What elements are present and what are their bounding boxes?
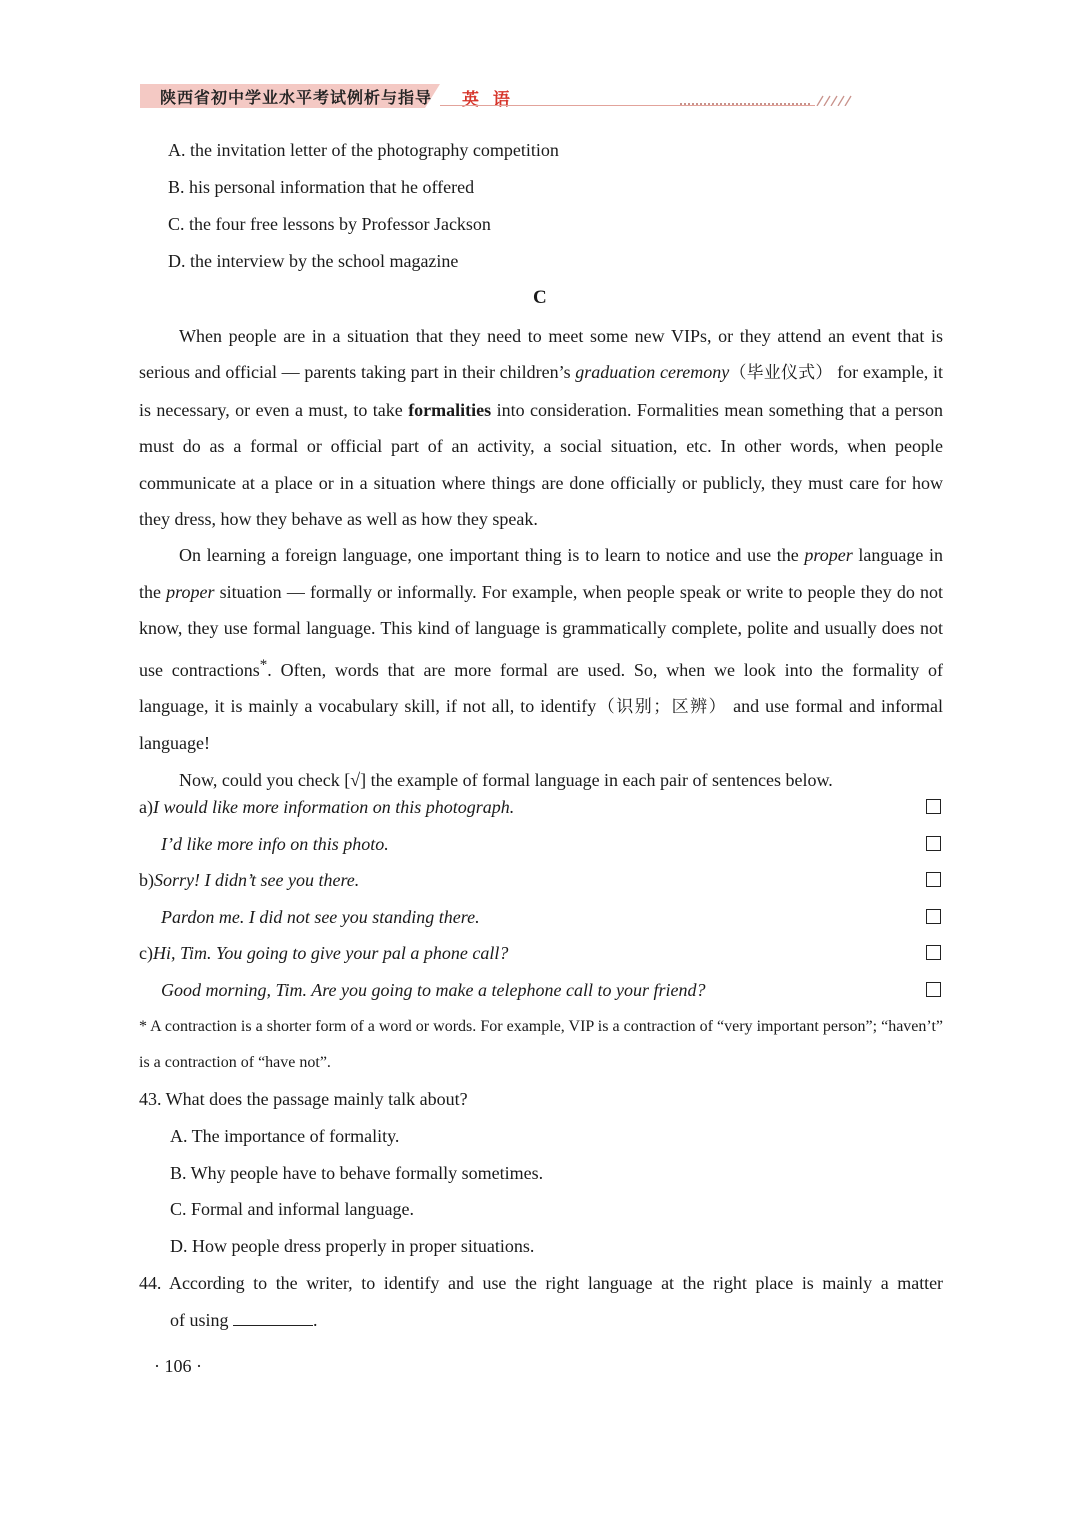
page-number: · 106 ·	[154, 1356, 202, 1376]
p2-gloss: （识别；区辨）	[596, 697, 728, 718]
q43-option-c: C. Formal and informal language.	[170, 1199, 414, 1219]
q43-option-b: B. Why people have to behave formally sometimes.	[170, 1163, 544, 1183]
prev-option-c: C. the four free lessons by Professor Jackson	[168, 214, 491, 234]
pair-b-first	[139, 870, 359, 891]
checkbox-b-first[interactable]	[926, 872, 941, 887]
paragraph-2	[139, 537, 943, 761]
prev-option-b: B. his personal information that he offered	[168, 177, 475, 197]
pair-b-first-text: Sorry! I didn’t see you there.	[154, 870, 360, 890]
p2-text-c: situation — formally or informally. For example, when people speak or write to people they do not know, they use formal language. This kind of language is grammatically complete, polite and usually does not use contractions	[139, 581, 943, 680]
q44-stem: 44. According to the writer, to identify and use the right language at the right place is mainly a matter	[139, 1273, 943, 1293]
pair-c-first	[139, 943, 508, 964]
pair-c-first-text: Hi, Tim. You going to give your pal a phone call?	[152, 943, 509, 963]
paragraph-1	[139, 318, 943, 537]
p1-bold: formalities	[408, 399, 492, 420]
prev-option-a: A. the invitation letter of the photography competition	[168, 140, 559, 160]
pair-c-label: c)	[139, 943, 153, 963]
checkbox-c-second[interactable]	[926, 982, 941, 997]
p2-text-d: . Often, words that are more formal are used. So, when we look into the formality of language, it is mainly a vocabulary skill, if not all, to identify	[139, 659, 943, 717]
checkbox-c-first[interactable]	[926, 945, 941, 960]
p2-text-e: and use formal and informal language!	[139, 696, 944, 754]
subject-label: 英 语	[462, 90, 514, 110]
pair-c-second: Good morning, Tim. Are you going to make a telephone call to your friend?	[161, 980, 706, 1000]
pair-a-first	[139, 797, 514, 818]
checkbox-a-first[interactable]	[926, 799, 941, 814]
header-hatch-decoration	[815, 94, 855, 106]
header-dotted-rule	[680, 103, 810, 105]
p1-text-c: into consideration. Formalities mean something that a person must do as a formal or official part of an activity, a social situation, etc. In other words, when people communicate at a place or in a situation where things are done officially or publicly, they must care for how they dress, how they behave as well as how they speak.	[139, 399, 943, 530]
q43-stem: 43. What does the passage mainly talk about?	[139, 1089, 468, 1109]
paragraph-3: Now, could you check [√] the example of formal language in each pair of sentences below.	[179, 769, 833, 790]
p2-text-b: language in the	[139, 545, 943, 602]
p2-text-a: On learning a foreign language, one important thing is to learn to notice and use the	[179, 545, 805, 566]
passage	[139, 318, 943, 798]
answer-blank[interactable]	[233, 1311, 313, 1326]
footnote-text: * A contraction is a shorter form of a word or words. For example, VIP is a contraction of “very important person”; “haven’t” is a contraction of “have not”.	[139, 1018, 943, 1071]
pair-b-label: b)	[139, 870, 154, 890]
q44-stem-cont-text: of using	[170, 1310, 229, 1330]
footnote	[139, 1009, 943, 1081]
section-label: C	[533, 287, 547, 308]
p2-italic-1: proper	[804, 545, 853, 566]
q44-stem-end: .	[313, 1310, 318, 1330]
pair-a-label: a)	[139, 797, 153, 817]
prev-option-d: D. the interview by the school magazine	[168, 251, 459, 271]
page-header	[140, 82, 855, 110]
q44-stem-cont	[170, 1309, 318, 1331]
p1-text-b: for example, it is necessary, or even a must, to take	[139, 362, 943, 420]
checkbox-a-second[interactable]	[926, 836, 941, 851]
pair-a-first-text: I would like more information on this photograph.	[152, 797, 515, 817]
footnote-marker: *	[259, 656, 268, 673]
pair-b-second: Pardon me. I did not see you standing there.	[161, 907, 480, 927]
q43-option-d: D. How people dress properly in proper situations.	[170, 1236, 535, 1256]
pair-a-second: I’d like more info on this photo.	[161, 834, 389, 854]
p1-italic: graduation ceremony	[575, 362, 730, 383]
book-title: 陕西省初中学业水平考试例析与指导	[160, 88, 433, 107]
p1-gloss: （毕业仪式）	[729, 363, 833, 384]
checkbox-b-second[interactable]	[926, 909, 941, 924]
p2-italic-2: proper	[166, 581, 215, 602]
header-rule	[440, 105, 815, 106]
p1-text-a: When people are in a situation that they need to meet some new VIPs, or they attend an event that is serious and official — parents taking part in their children’s	[139, 326, 943, 383]
q43-option-a: A. The importance of formality.	[170, 1126, 400, 1146]
